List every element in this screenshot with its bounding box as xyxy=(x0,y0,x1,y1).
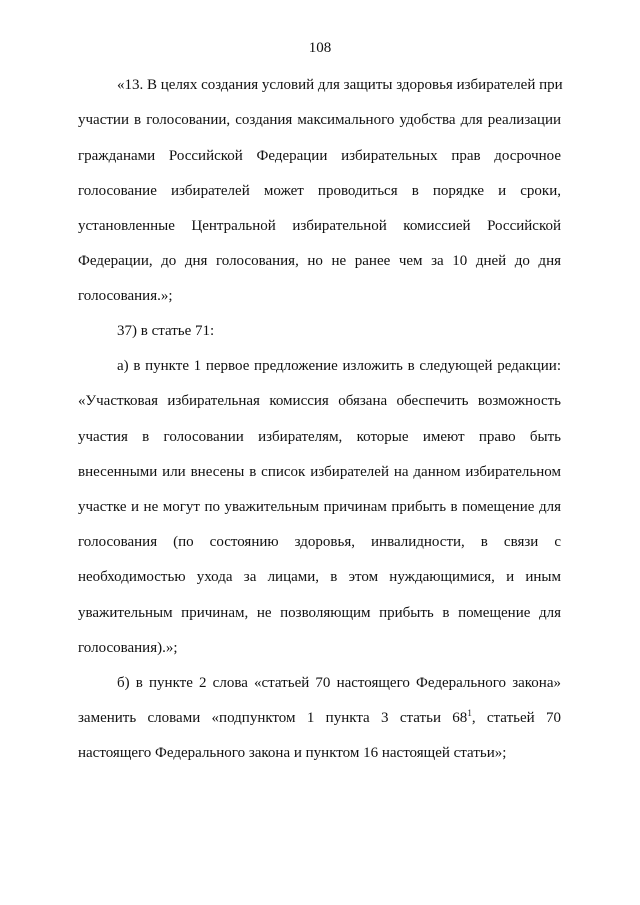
text-line: участке и не могут по уважительным причинам прибыть в помещение для xyxy=(78,499,561,515)
text-line: установленные Центральной избирательной комиссией Российской xyxy=(78,218,561,234)
text-line: голосование избирателей может проводиться в порядке и сроки, xyxy=(78,183,561,199)
text-line: настоящего Федерального закона и пунктом 16 настоящей статьи»; xyxy=(78,745,507,761)
text-line: голосования (по состоянию здоровья, инвалидности, в связи с xyxy=(78,534,561,550)
superscript: 1 xyxy=(467,708,472,718)
text-line: а) в пункте 1 первое предложение изложить в следующей редакции: xyxy=(117,358,561,374)
text-line: «Участковая избирательная комиссия обязана обеспечить возможность xyxy=(78,393,561,409)
text-line: «13. В целях создания условий для защиты здоровья избирателей при xyxy=(117,77,563,93)
text-line: уважительным причинам, не позволяющим прибыть в помещение для xyxy=(78,605,561,621)
text-segment: заменить словами «подпунктом 1 пункта 3 статьи 68 xyxy=(78,710,468,726)
text-line: голосования).»; xyxy=(78,640,178,656)
text-line: Федерации, до дня голосования, но не ранее чем за 10 дней до дня xyxy=(78,253,561,269)
text-segment: , статьей 70 xyxy=(471,710,561,726)
text-line: б) в пункте 2 слова «статьей 70 настоящего Федерального закона» xyxy=(117,675,561,691)
text-line xyxy=(78,708,561,728)
text-line: участии в голосовании, создания максимального удобства для реализации xyxy=(78,112,561,128)
text-line: необходимостью ухода за лицами, в этом нуждающимися, и иным xyxy=(78,569,561,585)
text-line: гражданами Российской Федерации избирательных прав досрочное xyxy=(78,148,561,164)
text-line: участия в голосовании избирателям, которые имеют право быть xyxy=(78,429,561,445)
text-line: голосования.»; xyxy=(78,288,173,304)
page-number: 108 xyxy=(308,40,332,56)
text-line: внесенными или внесены в список избирателей на данном избирательном xyxy=(78,464,561,480)
text-line: 37) в статье 71: xyxy=(117,323,215,339)
